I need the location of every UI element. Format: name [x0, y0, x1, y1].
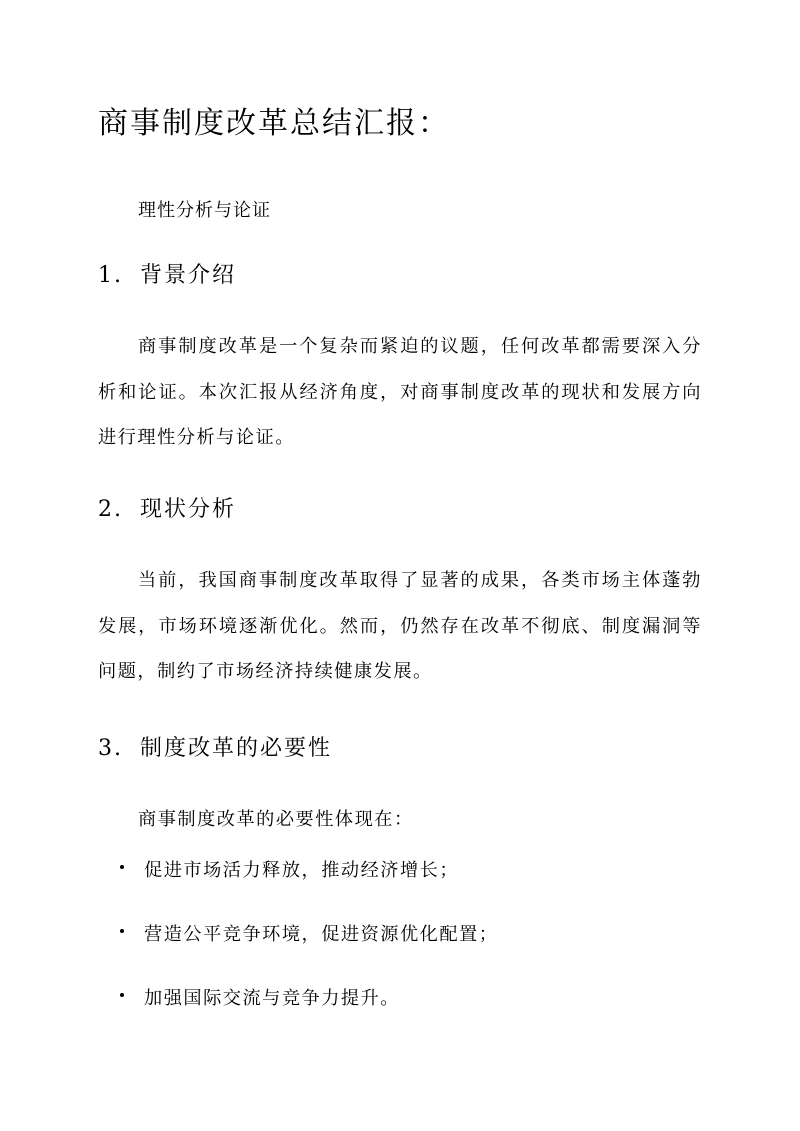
- necessity-bullet-list: [98, 856, 702, 1048]
- section-number: 2.: [98, 497, 123, 522]
- list-item: [98, 856, 702, 920]
- list-item-text: 加强国际交流与竞争力提升。: [144, 988, 400, 1009]
- section-heading-text: 制度改革的必要性: [140, 736, 333, 761]
- document-subtitle: 理性分析与论证: [138, 200, 271, 221]
- list-item: [98, 984, 702, 1048]
- bullet-dot-icon: [120, 929, 124, 933]
- list-item-text: 营造公平竞争环境，促进资源优化配置；: [144, 924, 499, 945]
- section-paragraph-status: 当前，我国商事制度改革取得了显著的成果，各类市场主体蓬勃发展，市场环境逐渐优化。然而，仍然存在改革不彻底、制度漏洞等问题，制约了市场经济持续健康发展。: [98, 570, 702, 682]
- section-paragraph-necessity: 商事制度改革的必要性体现在：: [138, 809, 414, 830]
- bullet-dot-icon: [120, 865, 124, 869]
- section-heading-text: 现状分析: [140, 497, 237, 522]
- section-heading-status: [98, 492, 236, 523]
- list-item: [98, 920, 702, 984]
- bullet-dot-icon: [120, 993, 124, 997]
- section-number: 3.: [98, 736, 123, 761]
- list-item-text: 促进市场活力释放，推动经济增长；: [144, 860, 460, 881]
- section-heading-necessity: [98, 731, 332, 762]
- section-number: 1.: [98, 263, 123, 288]
- section-heading-background: [98, 258, 236, 289]
- section-heading-text: 背景介绍: [140, 263, 237, 288]
- document-title: 商事制度改革总结汇报：: [98, 106, 450, 141]
- section-paragraph-background: 商事制度改革是一个复杂而紧迫的议题，任何改革都需要深入分析和论证。本次汇报从经济角度，对商事制度改革的现状和发展方向进行理性分析与论证。: [98, 336, 702, 448]
